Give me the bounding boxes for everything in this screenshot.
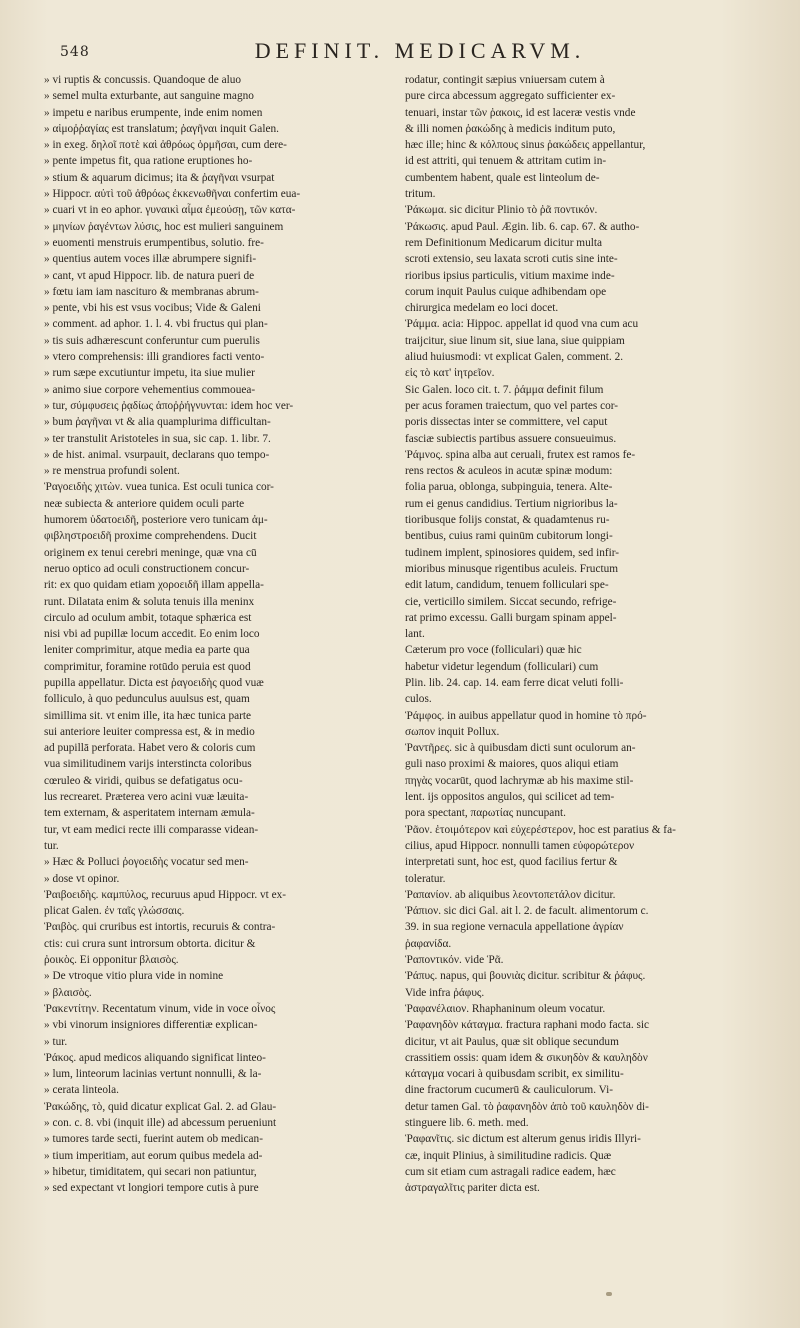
left-column-line: » tium imperitiam, aut eorum quibus medela ad- (44, 1148, 389, 1164)
left-column-line: Ῥακεντίτην. Recentatum vinum, vide in voce οἶνος (44, 1002, 276, 1015)
left-column-line: Ῥαιβοειδὴς. καμπύλος, recuruus apud Hippocr. vt ex- (44, 888, 287, 901)
left-column-line: » pente, vbi his est vsus vocibus; Vide & Galeni (44, 300, 389, 316)
left-column-line: » tumores tarde secti, fuerint autem ob medican- (44, 1131, 389, 1147)
right-column-line: Ῥάκωσις. apud Paul. Ægin. lib. 6. cap. 67. & autho- (405, 220, 640, 233)
page-number: 548 (60, 44, 90, 60)
left-column-line: » quentius autem voces illæ abrumpere signifi- (44, 251, 389, 267)
right-column-line: rioribus ipsius particulis, vitium maxime inde- (405, 269, 615, 282)
right-column-line: poris dissectas inter se committere, vel caput (405, 416, 608, 429)
right-column-line: pure circa abcessum aggregato sufficienter ex- (405, 90, 616, 103)
right-column-line: dine fractorum cucumerū & cauliculorum. Vi- (405, 1084, 614, 1097)
right-column-line: tudinem implent, spinosiores quidem, sed infir- (405, 546, 620, 559)
right-column-line: detur tamen Gal. τὸ ῥαφανηδὸν ἀπὸ τοῦ καυληδὸν di- (405, 1100, 649, 1113)
right-column-line: κάταγμα vocari à quibusdam scribit, ex similitu- (405, 1068, 624, 1081)
left-column-line: circulo ad oculum ambit, totaque sphærica est (44, 611, 252, 624)
right-column-line: Ῥάκωμα. sic dicitur Plinio τὸ ῥᾶ ποντικόν. (405, 204, 598, 217)
right-column-line: Ῥαφανηδὸν κάταγμα. fractura raphani modo facta. sic (405, 1019, 650, 1032)
page-header (60, 38, 780, 66)
right-column-line: 39. in sua regione vernacula appellatione ἀγρίαν (405, 921, 624, 934)
left-column-line: » ter transtulit Aristoteles in sua, sic cap. 1. libr. 7. (44, 431, 389, 447)
right-column-line: lent. ijs oppositos angulos, qui scilicet ad tem- (405, 791, 615, 804)
left-column-line: Ῥακώδης, τὸ, quid dicatur explicat Gal. 2. ad Glau- (44, 1100, 277, 1113)
right-column-line: rem Definitionum Medicarum dicitur multa (405, 236, 603, 249)
left-column-line: ctis: cui crura sunt introrsum obtorta. dicitur & (44, 937, 256, 950)
right-column-line: pora spectant, παρωτίας nuncupant. (405, 807, 566, 820)
left-column-line: tur. (44, 839, 59, 852)
left-column-line: Ῥαιβὸς. qui cruribus est intortis, recuruis & contra- (44, 921, 276, 934)
right-text-column (405, 72, 757, 1317)
right-column-line: Cæterum pro voce (folliculari) quæ hic (405, 644, 582, 657)
right-column-line: cilius, apud Hippocr. nonnulli tamen εὐφορώτερον (405, 839, 635, 852)
left-column-line: originem ex tenui cerebri meninge, quæ vna cū (44, 546, 257, 559)
right-column-line: cæ, inquit Plinius, à similitudine radicis. Quæ (405, 1149, 612, 1162)
left-column-line: » animo siue corpore vehementius commouea- (44, 382, 389, 398)
left-column-line: tem externam, & asperitatem internam æmula- (44, 807, 255, 820)
right-column-line: bentibus, cuius rami quinūm cubitorum longi- (405, 530, 613, 543)
left-column-line: » de hist. animal. vsurpauit, declarans quo tempo- (44, 447, 389, 463)
ink-fleck (606, 1292, 612, 1296)
left-column-line: humorem ὑδατοειδῆ, posteriore vero tunicam ἀμ- (44, 514, 268, 527)
left-column-line: » comment. ad aphor. 1. l. 4. vbi fructus qui plan- (44, 316, 389, 332)
right-column-line: ἀστραγαλῖτις pariter dicta est. (405, 1182, 540, 1195)
left-column-line: » cerata linteola. (44, 1082, 389, 1098)
left-column-line: simillima sit. vt enim ille, ita hæc tunica parte (44, 709, 252, 722)
left-column-line: neæ subiecta & anteriore quidem oculi parte (44, 497, 245, 510)
right-column-line: tenuari, instar τῶν ῥακοις, id est laceræ vestis vnde (405, 106, 636, 119)
right-column-line: crassitiem ossis: quam idem & σικυηδὸν & καυληδὸν (405, 1051, 648, 1064)
left-column-line: » lum, linteorum lacinias vertunt nonnulli, & la- (44, 1066, 389, 1082)
right-column-line: εἰς τὸ κατ' ἰητρεῖον. (405, 367, 495, 380)
left-column-line: vua similitudinem varijs interstincta coloribus (44, 758, 252, 771)
left-column-line: » vtero comprehensis: illi grandiores facti vento- (44, 349, 389, 365)
left-text-column (44, 72, 389, 1317)
right-column-line: hæc ille; hinc & κόλπους sinus ῥακώδεις appellantur, (405, 139, 646, 152)
right-column-line: mioribus minusque rigentibus aculeis. Fructum (405, 562, 619, 575)
right-column-line: scroti extensio, seu laxata scroti cutis sine inte- (405, 253, 618, 266)
left-column-line: ad pupillā perforata. Habet vero & coloris cum (44, 742, 256, 755)
left-column-line: » cant, vt apud Hippocr. lib. de natura pueri de (44, 268, 389, 284)
right-column-line: tritum. (405, 188, 436, 201)
left-column-line: » hibetur, timiditatem, qui secari non patiuntur, (44, 1164, 389, 1180)
left-column-line: plicat Galen. ἐν ταῖς γλώσσαις. (44, 905, 185, 918)
left-column-line: » rum sæpe excutiuntur impetu, ita siue mulier (44, 365, 389, 381)
left-column-line: » con. c. 8. vbi (inquit ille) ad abcessum perueniunt (44, 1115, 389, 1131)
left-column-line: » Hippocr. αὐτὶ τοῦ ἀθρόως ἐκκενωθῆναι confertim eua- (44, 186, 389, 202)
left-column-line: nisi vbi ad pupillæ locum accedit. Eo enim loco (44, 628, 260, 641)
right-column-line: dicitur, vt ait Paulus, quæ sit oblique secundum (405, 1035, 619, 1048)
right-column-line: rat primo excessu. Galli burgam spinam appel- (405, 611, 617, 624)
right-column-line: Ῥαποντικόν. vide Ῥᾶ. (405, 954, 504, 967)
left-column-line: » semel multa exturbante, aut sanguine magno (44, 88, 389, 104)
right-column-line: Ῥάπυς. napus, qui βουνιὰς dicitur. scribitur & ῥάφυς. (405, 970, 646, 983)
left-column-line: runt. Dilatata enim & soluta tenuis illa meninx (44, 595, 255, 608)
right-column-line: toleratur. (405, 872, 446, 885)
left-column-line: » αἱμοῤῥαγίας est translatum; ῥαγῆναι inquit Galen. (44, 121, 389, 137)
right-column-line: stinguere lib. 6. meth. med. (405, 1117, 529, 1129)
right-column-line: aliud huiusmodi: vt explicat Galen, comment. 2. (405, 351, 624, 364)
right-column-line: guli naso proximi & maiores, quos aliqui etiam (405, 758, 619, 771)
left-column-line: pupilla appellatur. Dicta est ῥαγοειδὴς quod vuæ (44, 676, 264, 689)
right-column-line: culos. (405, 693, 432, 706)
left-column-line: sui anteriore leuiter compressa est, & in medio (44, 725, 255, 738)
right-column-line: ῥαφανίδα. (405, 937, 452, 950)
left-column-line: » dose vt opinor. (44, 871, 389, 887)
right-column-line: cum sit etiam cum astragali radice eadem, hæc (405, 1165, 616, 1178)
right-column-line: Ῥαφανῖτις. sic dictum est alterum genus iridis Illyri- (405, 1133, 641, 1146)
left-column-line: leniter comprimitur, atque media ea parte qua (44, 644, 250, 657)
right-column-line: lant. (405, 628, 425, 641)
left-column-line: φιβληστροειδῆ proxime comprehendens. Ducit (44, 530, 257, 543)
right-column-line: σωπον inquit Pollux. (405, 725, 500, 738)
right-column-line: Ῥάπιον. sic dici Gal. ait l. 2. de facult. alimentorum c. (405, 905, 649, 918)
right-column-line: corum inquit Paulus cuique adhibendam ope (405, 285, 607, 298)
right-column-line: Ῥαφανέλαιον. Rhaphaninum oleum vocatur. (405, 1002, 606, 1015)
left-column-line: » stium & aquarum dicimus; ita & ῥαγῆναι vsurpat (44, 170, 389, 186)
left-column-line: lus recrearet. Præterea vero acini vuæ læuita- (44, 791, 249, 804)
right-column-line: Ῥάμφος. in auibus appellatur quod in homine τὸ πρό- (405, 709, 647, 722)
right-column-line: Ῥαπανίον. ab aliquibus λεοντοπετάλον dicitur. (405, 888, 616, 901)
left-column-line: » vi ruptis & concussis. Quandoque de aluo (44, 72, 389, 88)
left-column-line: Ῥάκος. apud medicos aliquando significat linteo- (44, 1051, 266, 1064)
left-column-line: » impetu e naribus erumpente, inde enim nomen (44, 105, 389, 121)
left-column-line: » μηνίων ῥαγέντων λύσις, hoc est mulieri sanguinem (44, 219, 389, 235)
left-column-line: » cuari vt in eo aphor. γυναικὶ αἷμα ἐμεούσῃ, τῶν κατα- (44, 202, 389, 218)
left-column-line: » βλαισὸς. (44, 985, 389, 1001)
left-column-line: » tis suis adhærescunt conferuntur cum puerulis (44, 333, 389, 349)
left-column-line: » in exeg. δηλοῖ ποτὲ καὶ ἀθρόως ὁρμῆσαι, cum dere- (44, 137, 389, 153)
right-column-line: edit latum, candidum, tenuem folliculari spe- (405, 579, 609, 592)
left-column-line: » fœtu iam iam nascituro & membranas abrum- (44, 284, 389, 300)
left-column-line: rit: ex quo quidam etiam χοροειδῆ illam appella- (44, 579, 264, 592)
left-column-line: » pente impetus fit, qua ratione eruptiones ho- (44, 153, 389, 169)
left-column-line: » sed expectant vt longiori tempore cutis à pure (44, 1180, 389, 1196)
right-column-line: Plin. lib. 24. cap. 14. eam ferre dicat veluti folli- (405, 676, 624, 689)
right-column-line: habetur videtur legendum (folliculari) cum (405, 660, 599, 673)
right-column-line: rens rectos & aculeos in acutæ spinæ modum: (405, 465, 613, 478)
right-column-line: id est attriti, qui tenuem & attritam cutim in- (405, 155, 607, 168)
right-column-line: traijcitur, siue linum sit, siue lana, siue quippiam (405, 334, 625, 347)
left-column-line: » Hæc & Polluci ῥογοειδὴς vocatur sed men- (44, 854, 389, 870)
left-column-line: neruo optico ad oculi constructionem concur- (44, 562, 250, 575)
left-column-line: » vbi vinorum insigniores differentiæ explican- (44, 1017, 389, 1033)
right-column-line: Ῥάμνος. spina alba aut ceruali, frutex est ramos fe- (405, 448, 636, 461)
right-column-line: fasciæ subiectis partibus assuere consueuimus. (405, 432, 617, 445)
right-column-line: tioribusque folijs constat, & quadamtenus ru- (405, 514, 610, 527)
right-column-line: Sic Galen. loco cit. t. 7. ῥάμμα definit filum (405, 383, 604, 396)
left-column-line: folliculo, à quo pedunculus auulsus est, quam (44, 693, 250, 706)
right-column-line: interpretati sunt, hoc est, quod facilius fertur & (405, 856, 618, 869)
left-column-line: » tur. (44, 1034, 389, 1050)
right-column-line: cie, verticillo similem. Siccat secundo, refrige- (405, 595, 617, 608)
left-column-line: » tur, σύμφυσεις ῥᾳδίως ἀποῤῥήγνυνται: idem hoc ver- (44, 398, 389, 414)
left-column-line: tur, vt eam medici recte illi comparasse videan- (44, 823, 259, 836)
right-column-line: & illi nomen ῥακώδης à medicis inditum puto, (405, 122, 616, 135)
left-column-line: cœruleo & viridi, quibus se defatigatus ocu- (44, 774, 243, 787)
right-column-line: chirurgica medelam eo loci docet. (405, 302, 559, 315)
right-column-line: Ῥαντῆρες. sic à quibusdam dicti sunt oculorum an- (405, 742, 636, 755)
right-column-line: rodatur, contingit sæpius vniuersam cutem à (405, 74, 605, 86)
left-column-line: » bum ῥαγῆναι vt & alia quamplurima difficultan- (44, 414, 389, 430)
running-head: DEFINIT. MEDICARVM. (254, 38, 586, 63)
right-column-line: rum ei genus candidius. Tertium nigrioribus la- (405, 497, 618, 510)
left-column-line: comprimitur, foramine rotūdo peruia est quod (44, 660, 251, 673)
left-column-line: Ῥαγοειδὴς χιτὼν. vuea tunica. Est oculi tunica cor- (44, 481, 274, 494)
right-column-line: per acus foramen traiectum, quo vel partes cor- (405, 399, 619, 412)
left-column-line: » De vtroque vitio plura vide in nomine (44, 968, 389, 984)
right-column-line: Ῥᾶον. ἑτοιμότερον καὶ εὐχερέστερον, hoc est paratius & fa- (405, 823, 676, 836)
left-column-line: ῥοικὸς. Ei opponitur βλαισὸς. (44, 954, 179, 967)
left-column-line: » re menstrua profundi solent. (44, 463, 389, 479)
right-column-line: cumbentem habent, quale est linteolum de- (405, 171, 600, 184)
left-column-line: » euomenti menstruis erumpentibus, solutio. fre- (44, 235, 389, 251)
right-column-line: Vide infra ῥάφυς. (405, 986, 485, 999)
right-column-line: folia parua, oblonga, subpinguia, tenera. Alte- (405, 481, 613, 494)
right-column-line: Ῥάμμα. acia: Hippoc. appellat id quod vna cum acu (405, 318, 639, 331)
right-column-line: πηγὰς vocarūt, quod lachrymæ ab his maxime stil- (405, 774, 634, 787)
